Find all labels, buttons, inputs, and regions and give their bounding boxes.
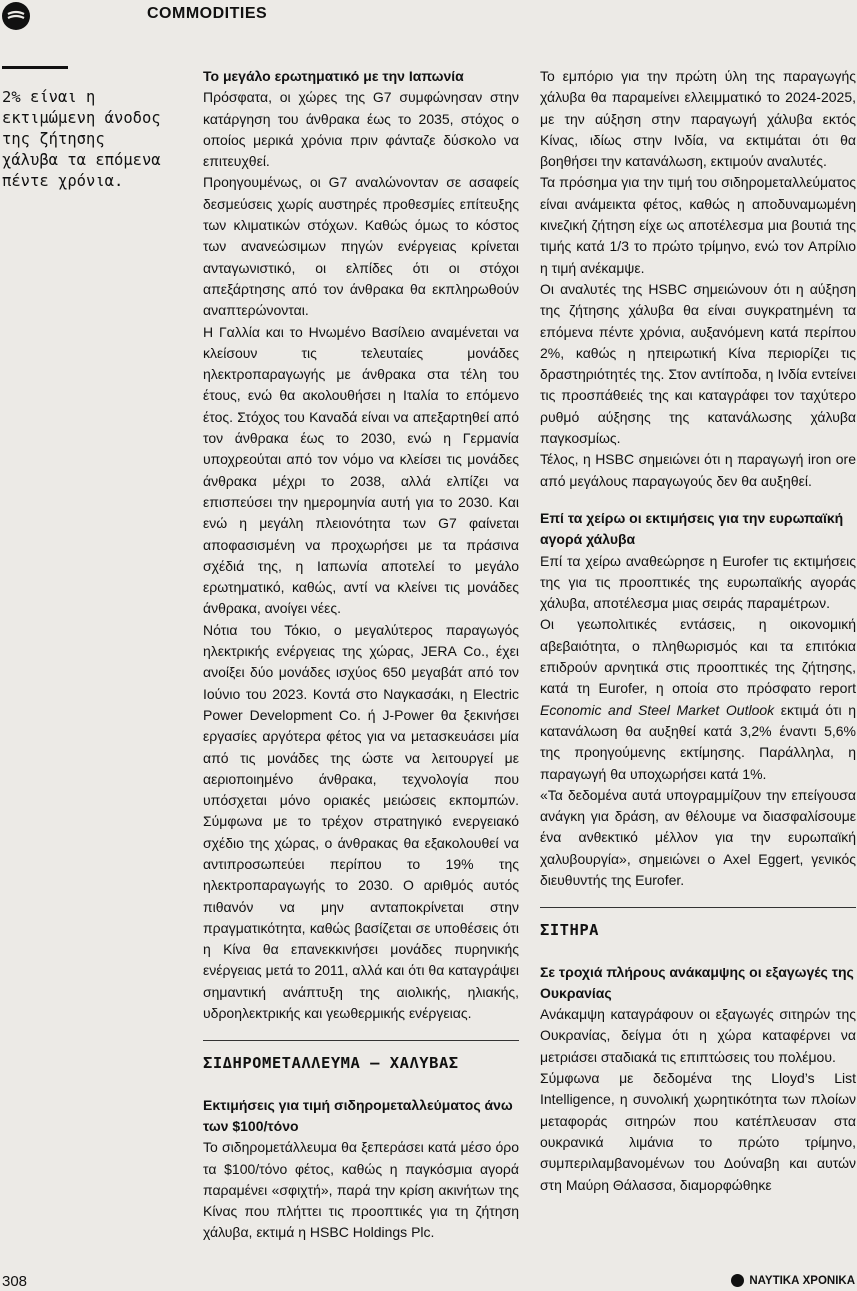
paragraph: Ανάκαμψη καταγράφουν οι εξαγωγές σιτηρών της Ουκρανίας, δείγμα ότι η χώρα καταφέρνει να μετριάσει σταδιακά τις επιπτώσεις του πολέμου. xyxy=(540,1006,856,1065)
subheading-japan: Το μεγάλο ερωτηματικό με την Ιαπωνία xyxy=(203,68,464,84)
report-title: Economic and Steel Market Outlook xyxy=(540,701,775,718)
section-divider xyxy=(540,907,856,908)
paragraph: «Τα δεδομένα αυτά υπογραμμίζουν την επείγουσα ανάγκη για δράση, αν θέλουμε να διασφαλίσουμε ένα ανθεκτικό μέλλον για την ευρωπαϊκή χαλυβουργία», σημειώνει ο Axel Eggert, γενικός διευθυντής της Eurofer. xyxy=(540,786,856,888)
paragraph xyxy=(540,614,856,784)
section-title: COMMODITIES xyxy=(147,5,268,22)
paragraph: Προηγουμένως, οι G7 αναλώνονταν σε ασαφείς δεσμεύσεις χωρίς αυστηρές προθεσμίες επίτευξης των κλιματικών στόχων. Καθώς όμως το κόστος των ανανεώσιμων πηγών ενέργειας κρίνεται ανταγωνιστικό, οι ελπίδες ότι οι στόχοι απεξάρτησης από τον άνθρακα θα εκπληρωθούν αναπτερώνονται. xyxy=(203,174,519,319)
paragraph: Οι αναλυτές της HSBC σημειώνουν ότι η αύξηση της ζήτησης χάλυβα θα είναι συγκρατημένη τα επόμενα πέντε χρόνια, αυξανόμενη κατά περίπου 2%, καθώς η ηπειρωτική Κίνα περιορίζει τις δραστηριότητές της. Στον αντίποδα, η Ινδία εντείνει τις προσπάθειές της και καταγράφει τον ταχύτερο ρυθμό αύξησης της κατανάλωσης χάλυβα παγκοσμίως. xyxy=(540,280,856,447)
section-label-iron-ore: ΣΙΔΗΡΟΜΕΤΑΛΛΕΥΜΑ – ΧΑΛΥΒΑΣ xyxy=(203,1054,459,1073)
spacer xyxy=(540,492,856,508)
page-number: 308 xyxy=(2,1273,28,1290)
subheading-iron-ore-price: Εκτιμήσεις για τιμή σιδηρομεταλλεύματος άνω των $100/τόνο xyxy=(203,1096,513,1134)
subheading-european-steel: Επί τα χείρω οι εκτιμήσεις για την ευρωπαϊκή αγορά χάλυβα xyxy=(540,509,844,548)
publisher-logo-icon xyxy=(731,1274,744,1287)
logo-icon xyxy=(2,2,30,30)
paragraph: Η Γαλλία και το Ηνωμένο Βασίλειο αναμένεται να κλείσουν τις τελευταίες μονάδες ηλεκτροπαραγωγής με άνθρακα στα τέλη του έτους, ενώ θα ακολουθήσει η Ιταλία το επόμενο έτος. Στόχος του Καναδά είναι να απεξαρτηθεί από τον άνθρακα έως το 2030, ενώ η Γερμανία υποχρεούται από τον νόμο να κλείσει τις μονάδες άνθρακα μέχρι το 2038, αλλά ελπίζει να επισπεύσει την ημερομηνία αυτή για το 2030. Και ενώ η μεγάλη πλειονότητα των G7 φαίνεται αποφασισμένη να προχωρήσει με τα πράσινα σχέδιά της, η Ιαπωνία αποτελεί το μεγάλο ερωτηματικό, καθώς, αντί να κλείνει τις μονάδες άνθρακα, ανοίγει νέες. xyxy=(203,323,519,617)
section-label-grains: ΣΙΤΗΡΑ xyxy=(540,921,599,940)
pull-quote-rule xyxy=(2,66,68,69)
publisher-footer xyxy=(731,1274,855,1287)
section-divider xyxy=(203,1040,519,1041)
pull-quote: 2% είναι η εκτιμώμενη άνοδος της ζήτησης χάλυβα τα επόμενα πέντε χρόνια. xyxy=(2,88,161,190)
paragraph: Το σιδηρομετάλλευμα θα ξεπεράσει κατά μέσο όρο τα $100/τόνο φέτος, καθώς η παγκόσμια αγορά παραμένει «σφιχτή», παρά την κρίση ακινήτων της Κίνας που πλήττει τις προοπτικές για τη ζήτηση χάλυβα, εκτιμά η HSBC Holdings Plc. xyxy=(203,1139,519,1241)
paragraph: Τα πρόσημα για την τιμή του σιδηρομεταλλεύματος είναι ανάμεικτα φέτος, καθώς η αποδυναμωμένη κινεζική ζήτηση είχε ως αποτέλεσμα μια βουτιά της τιμής κατά 1/3 το πρώτο τρίμηνο, ενώ τον Απρίλιο η τιμή ανέκαμψε. xyxy=(540,174,856,276)
subheading-ukraine-exports: Σε τροχιά πλήρους ανάκαμψης οι εξαγωγές της Ουκρανίας xyxy=(540,963,854,1001)
paragraph: Πρόσφατα, οι χώρες της G7 συμφώνησαν στην κατάργηση του άνθρακα έως το 2035, στόχος ο οποίος μερικά χρόνια πριν φάνταζε δύσκολο να επιτευχθεί. xyxy=(203,89,519,170)
paragraph: Επί τα χείρω αναθεώρησε η Eurofer τις εκτιμήσεις της για τις προοπτικές της ευρωπαϊκής αγοράς χάλυβα, αποτέλεσμα μιας σειράς παραμέτρων. xyxy=(540,552,856,612)
publisher-name: ΝΑΥΤΙΚΑ ΧΡΟΝΙΚΑ xyxy=(749,1274,855,1287)
paragraph-text: εκτιμά ότι η κατανάλωση θα αυξηθεί κατά 3,2% έναντι 5,6% της προηγούμενης εκτίμησης. Παράλληλα, η παραγωγή θα υποχωρήσει κατά 1%. xyxy=(540,701,856,782)
paragraph: Το εμπόριο για την πρώτη ύλη της παραγωγής χάλυβα θα παραμείνει ελλειμματικό το 2024-2025, με την αύξηση στην παραγωγή χάλυβα εκτός Κίνας, ιδίως στην Ινδία, να εκτιμάται ότι θα βοηθήσει την κατανάλωση, εκτιμούν αναλυτές. xyxy=(540,68,856,170)
paragraph: Νότια του Τόκιο, ο μεγαλύτερος παραγωγός ηλεκτρικής ενέργειας της χώρας, JERA Co., έχει ανοίξει δύο μονάδες ισχύος 650 μεγαβάτ από τον Ιούνιο του 2023. Κοντά στο Ναγκασάκι, η Electric Power Development Co. ή J-Power θα ξεκινήσει εργασίες αργότερα φέτος για να μετασκευάσει μία από τις μονάδες της ώστε να λειτουργεί με αεριοποιημένο άνθρακα, τεχνολογία που υπόσχεται μόνο οριακές μειώσεις εκπομπών. Σύμφωνα με το τρέχον στρατηγικό ενεργειακό σχέδιο της χώρας, ο άνθρακας θα εξακολουθεί να αντιπροσωπεύει περίπου το 19% της ηλεκτροπαραγωγής το 2030. Ο αριθμός αυτός πιθανόν να μην ανταποκρίνεται στην πραγματικότητα, καθώς βασίζεται σε υποθέσεις ότι η Κίνα θα επανεκκινήσει μονάδες πυρηνικής ενέργειας μετά το 2011, αλλά και ότι θα καταγράψει σημαντική ανάπτυξη της αιολικής, ηλιακής, υδροηλεκτρικής και γεωθερμικής ενέργειας. xyxy=(203,621,519,1022)
article-column-2 xyxy=(540,66,856,1196)
paragraph: Τέλος, η HSBC σημειώνει ότι η παραγωγή iron ore από μεγάλους παραγωγούς δεν θα αυξηθεί. xyxy=(540,451,856,489)
article-column-1 xyxy=(203,66,519,1244)
paragraph: Σύμφωνα με δεδομένα της Lloyd’s List Intelligence, η συνολική χωρητικότητα των πλοίων μεταφοράς σιτηρών που κατέπλευσαν στα ουκρανικά λιμάνια το πρώτο τρίμηνο, συμπεριλαμβανομένων του Δούναβη και αυτών στη Μαύρη Θάλασσα, διαμορφώθηκε xyxy=(540,1070,856,1193)
paragraph-text: Οι γεωπολιτικές εντάσεις, η οικονομική αβεβαιότητα, ο πληθωρισμός και τα επιτόκια επιδρούν αρνητικά στις προοπτικές της ζήτησης, κατά τη Eurofer, η οποία στο πρόσφατο report xyxy=(540,616,856,697)
